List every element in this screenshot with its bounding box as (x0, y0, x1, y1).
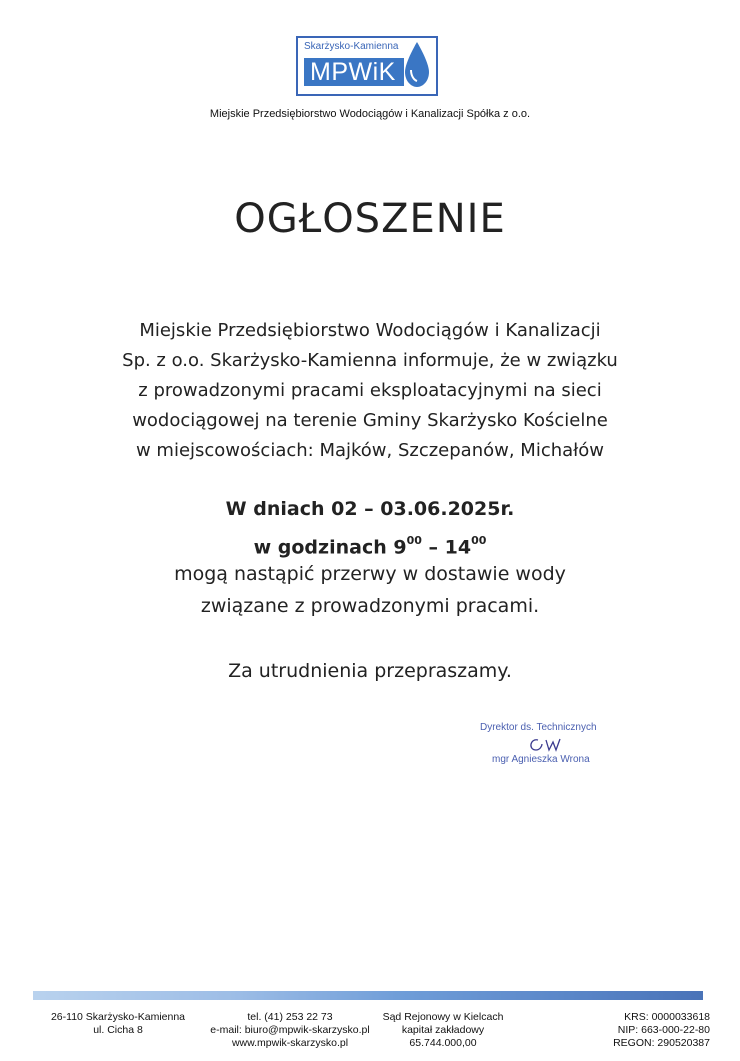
hours-prefix: w godzinach 9 (253, 536, 407, 559)
handwritten-signature (526, 734, 570, 756)
hours-start-minutes: 00 (406, 534, 422, 547)
outage-paragraph (0, 558, 740, 622)
footer-address (38, 1011, 198, 1037)
notice-title: OGŁOSZENIE (234, 196, 506, 242)
footer-gradient-bar (33, 991, 703, 1000)
company-name: Miejskie Przedsiębiorstwo Wodociągów i Kanalizacji Spółka z o.o. (209, 108, 531, 120)
footer-phone: tel. (41) 253 22 73 (247, 1011, 333, 1023)
hours-dash: – 14 (421, 536, 472, 559)
footer-email[interactable]: e-mail: biuro@mpwik-skarzysko.pl (210, 1024, 370, 1036)
intro-line: w miejscowościach: Majków, Szczepanów, Michałów (135, 440, 605, 461)
intro-paragraph (0, 316, 740, 466)
footer-nip: NIP: 663-000-22-80 (617, 1024, 710, 1036)
signature-role: Dyrektor ds. Technicznych (480, 722, 597, 733)
apology-text: Za utrudnienia przepraszamy. (228, 660, 512, 682)
signature-name: mgr Agnieszka Wrona (492, 754, 590, 765)
footer-line: Sąd Rejonowy w Kielcach (382, 1011, 504, 1023)
mpwik-logo (296, 36, 438, 96)
outage-line: mogą nastąpić przerwy w dostawie wody (174, 563, 566, 585)
hours-end-minutes: 00 (471, 534, 487, 547)
footer-line: kapitał zakładowy (401, 1024, 485, 1036)
footer-line: 65.744.000,00 (409, 1037, 477, 1049)
water-drop-icon (402, 40, 432, 90)
logo-city-text: Skarżysko-Kamienna (304, 41, 399, 52)
intro-line: Sp. z o.o. Skarżysko-Kamienna informuje, że w związku (122, 350, 618, 371)
footer-line: ul. Cicha 8 (93, 1024, 143, 1036)
footer-line: 26-110 Skarżysko-Kamienna (50, 1011, 186, 1023)
intro-line: z prowadzonymi pracami eksploatacyjnymi na sieci (138, 380, 602, 401)
footer-website[interactable]: www.mpwik-skarzysko.pl (231, 1037, 349, 1049)
footer-regon: REGON: 290520387 (613, 1037, 710, 1049)
footer-registry (560, 1011, 710, 1050)
outage-date: W dniach 02 – 03.06.2025r. (225, 498, 515, 520)
intro-line: Miejskie Przedsiębiorstwo Wodociągów i Kanalizacji (139, 320, 601, 341)
logo-mpwik-text: MPWiK (304, 58, 404, 86)
footer-krs: KRS: 0000033618 (624, 1011, 710, 1023)
intro-line: wodociągowej na terenie Gminy Skarżysko Kościelne (132, 410, 608, 431)
footer-contact (190, 1011, 390, 1050)
footer-court (378, 1011, 508, 1050)
outage-line: związane z prowadzonymi pracami. (200, 595, 540, 617)
